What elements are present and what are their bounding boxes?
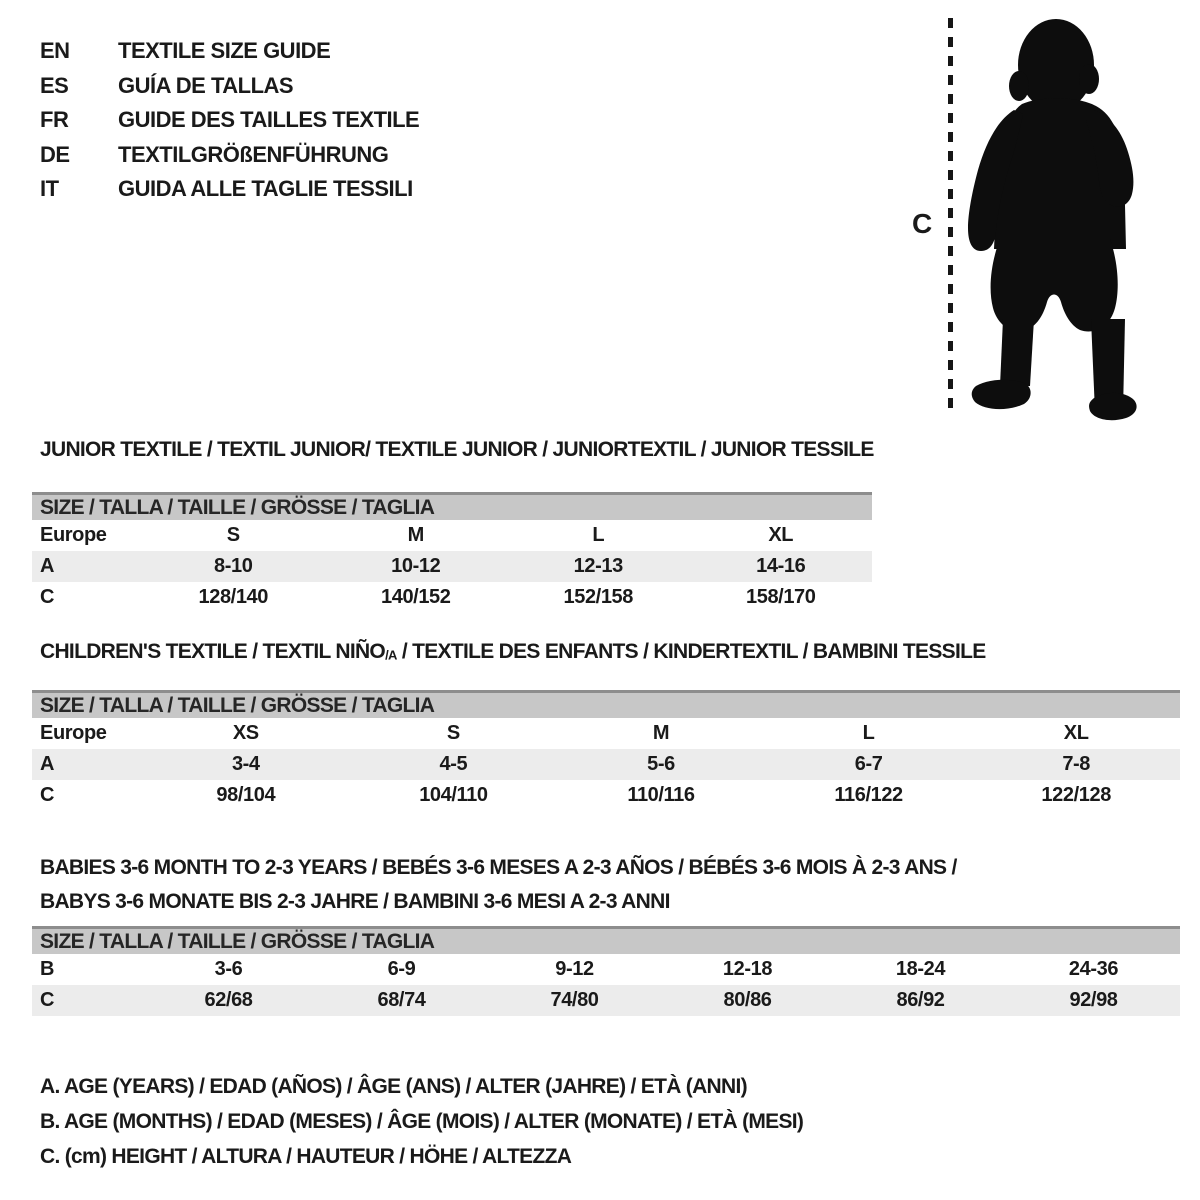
height-cell: 158/170 bbox=[746, 586, 816, 608]
height-cell: 110/116 bbox=[627, 784, 695, 806]
size-cell: L bbox=[862, 722, 875, 744]
table-row-europe bbox=[32, 520, 872, 551]
height-cell: 152/158 bbox=[563, 586, 633, 608]
height-cell: 68/74 bbox=[377, 989, 426, 1011]
size-cell: XS bbox=[232, 722, 259, 744]
row-label: Europe bbox=[40, 524, 107, 546]
age-cell: 4-5 bbox=[439, 753, 468, 775]
age-cell: 12-18 bbox=[722, 958, 773, 980]
language-code: FR bbox=[40, 107, 69, 132]
heading-text: / TEXTILE DES ENFANTS / KINDERTEXTIL / BAMBINI TESSILE bbox=[396, 640, 986, 663]
section-heading-children bbox=[40, 640, 986, 667]
row-label: C bbox=[40, 586, 55, 608]
table-row-a bbox=[32, 551, 872, 582]
language-row-de bbox=[40, 138, 419, 173]
language-code: EN bbox=[40, 38, 70, 63]
row-label: A bbox=[40, 753, 55, 775]
age-cell: 3-4 bbox=[231, 753, 260, 775]
size-cell: L bbox=[592, 524, 605, 546]
size-cell: S bbox=[226, 524, 240, 546]
language-title-block bbox=[40, 34, 419, 207]
height-cell: 122/128 bbox=[1041, 784, 1111, 806]
table-row-b bbox=[32, 954, 1180, 985]
row-label: Europe bbox=[40, 722, 107, 744]
height-cell: 104/110 bbox=[419, 784, 488, 806]
age-cell: 3-6 bbox=[214, 958, 243, 980]
age-cell: 6-7 bbox=[854, 753, 883, 775]
language-title: TEXTILE SIZE GUIDE bbox=[118, 38, 331, 63]
legend-notes bbox=[40, 1069, 803, 1174]
table-row-c bbox=[32, 985, 1180, 1016]
size-cell: XL bbox=[768, 524, 794, 546]
height-cell: 92/98 bbox=[1069, 989, 1118, 1011]
toddler-silhouette-shapes bbox=[968, 19, 1137, 420]
size-cell: S bbox=[446, 722, 460, 744]
heading-subscript: /A bbox=[385, 647, 397, 663]
age-cell: 18-24 bbox=[895, 958, 946, 980]
row-label: C bbox=[40, 989, 55, 1011]
toddler-silhouette-icon bbox=[956, 14, 1142, 424]
language-code: DE bbox=[40, 141, 70, 167]
table-row-c bbox=[32, 582, 872, 613]
height-cell: 128/140 bbox=[198, 586, 268, 608]
language-code: IT bbox=[40, 176, 59, 201]
row-label: A bbox=[40, 555, 55, 577]
table-row-c bbox=[32, 780, 1180, 811]
height-cell: 140/152 bbox=[381, 586, 451, 608]
size-header-text: SIZE / TALLA / TAILLE / GRÖSSE / TAGLIA bbox=[40, 495, 435, 519]
legend-note-b: B. AGE (MONTHS) / EDAD (MESES) / ÂGE (MOIS) / ALTER (MONATE) / ETÀ (MESI) bbox=[40, 1110, 804, 1133]
size-cell: M bbox=[652, 722, 670, 744]
table-row-a bbox=[32, 749, 1180, 780]
size-cell: M bbox=[407, 524, 424, 546]
size-header-bar bbox=[32, 926, 1180, 954]
section-heading-babies bbox=[40, 851, 957, 919]
heading-text: CHILDREN'S TEXTILE / TEXTIL NIÑO bbox=[40, 640, 386, 663]
section-heading-junior: JUNIOR TEXTILE / TEXTIL JUNIOR/ TEXTILE JUNIOR / JUNIORTEXTIL / JUNIOR TESSILE bbox=[40, 438, 874, 461]
size-header-text: SIZE / TALLA / TAILLE / GRÖSSE / TAGLIA bbox=[40, 929, 435, 953]
language-title: GUÍA DE TALLAS bbox=[118, 72, 294, 98]
age-cell: 14-16 bbox=[756, 555, 806, 577]
junior-size-table bbox=[32, 492, 872, 613]
table-row-europe bbox=[32, 718, 1180, 749]
heading-line-2: BABYS 3-6 MONATE BIS 2-3 JAHRE / BAMBINI 3-6 MESI A 2-3 ANNI bbox=[40, 890, 670, 913]
age-cell: 6-9 bbox=[387, 958, 416, 980]
language-row-it bbox=[40, 172, 419, 207]
age-cell: 12-13 bbox=[573, 555, 623, 577]
age-cell: 8-10 bbox=[214, 555, 253, 577]
row-label: B bbox=[40, 958, 55, 980]
height-cell: 116/122 bbox=[834, 784, 903, 806]
height-cell: 98/104 bbox=[216, 784, 276, 806]
height-cell: 80/86 bbox=[723, 989, 772, 1011]
language-row-fr bbox=[40, 103, 419, 138]
language-title: GUIDE DES TAILLES TEXTILE bbox=[118, 107, 420, 132]
language-row-es bbox=[40, 69, 419, 104]
heading-line-1: BABIES 3-6 MONTH TO 2-3 YEARS / BEBÉS 3-6 MESES A 2-3 AÑOS / BÉBÉS 3-6 MOIS À 2-3 ANS / bbox=[40, 856, 957, 879]
height-cell: 86/92 bbox=[896, 989, 945, 1011]
legend-note-a: A. AGE (YEARS) / EDAD (AÑOS) / ÂGE (ANS) / ALTER (JAHRE) / ETÀ (ANNI) bbox=[40, 1075, 747, 1098]
language-code: ES bbox=[40, 72, 69, 98]
height-cell: 74/80 bbox=[550, 989, 599, 1011]
language-title: TEXTILGRÖßENFÜHRUNG bbox=[118, 141, 389, 167]
age-cell: 10-12 bbox=[391, 555, 441, 577]
height-measure-label: C bbox=[912, 208, 933, 239]
size-cell: XL bbox=[1063, 722, 1089, 744]
age-cell: 5-6 bbox=[647, 753, 675, 775]
height-cell: 62/68 bbox=[204, 989, 253, 1011]
age-cell: 7-8 bbox=[1062, 753, 1091, 775]
language-title: GUIDA ALLE TAGLIE TESSILI bbox=[118, 176, 413, 201]
children-size-table bbox=[32, 690, 1180, 811]
size-header-text: SIZE / TALLA / TAILLE / GRÖSSE / TAGLIA bbox=[40, 693, 435, 717]
language-row-en bbox=[40, 34, 419, 69]
babies-size-table bbox=[32, 926, 1180, 1016]
row-label: C bbox=[40, 784, 55, 806]
legend-note-c: C. (cm) HEIGHT / ALTURA / HAUTEUR / HÖHE / ALTEZZA bbox=[40, 1145, 572, 1168]
size-header-bar bbox=[32, 492, 872, 520]
size-header-bar bbox=[32, 690, 1180, 718]
height-measure-dashed-line bbox=[948, 18, 953, 416]
age-cell: 9-12 bbox=[555, 958, 594, 980]
age-cell: 24-36 bbox=[1068, 958, 1119, 980]
